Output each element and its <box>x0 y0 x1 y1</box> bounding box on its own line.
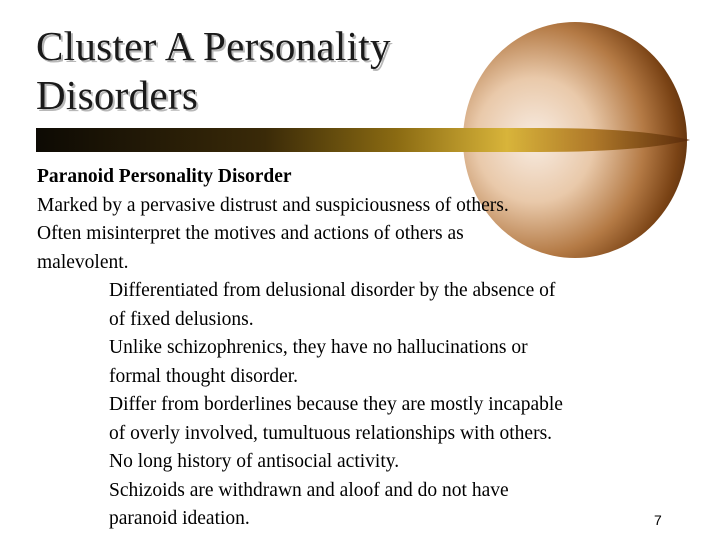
intro-line: malevolent. <box>37 251 129 273</box>
bullet-line: of overly involved, tumultuous relationships with others. <box>109 422 553 444</box>
bullet-line: Unlike schizophrenics, they have no hallucinations or <box>109 337 528 358</box>
bullet-line: paranoid ideation. <box>109 508 250 529</box>
bullet-line: of fixed delusions. <box>109 308 254 330</box>
intro-line: Marked by a pervasive distrust and suspiciousness of others. <box>37 194 509 216</box>
bullet-line: formal thought disorder. <box>109 365 299 387</box>
bullet-line: No long history of antisocial activity. <box>109 451 400 472</box>
intro-line: Often misinterpret the motives and actions of others as <box>37 223 464 244</box>
slide-title <box>36 22 556 120</box>
bullet-line: Differentiated from delusional disorder by the absence of <box>109 280 556 301</box>
decor-bar <box>36 128 690 152</box>
page-number: 7 <box>654 512 662 528</box>
title-line: Disorders <box>36 72 199 118</box>
title-line: Cluster A Personality <box>36 23 391 69</box>
section-heading: Paranoid Personality Disorder <box>37 166 292 187</box>
bullet-line: Differ from borderlines because they are mostly incapable <box>109 394 563 415</box>
slide-body <box>37 163 697 534</box>
bullet-line: Schizoids are withdrawn and aloof and do not have <box>109 479 509 501</box>
